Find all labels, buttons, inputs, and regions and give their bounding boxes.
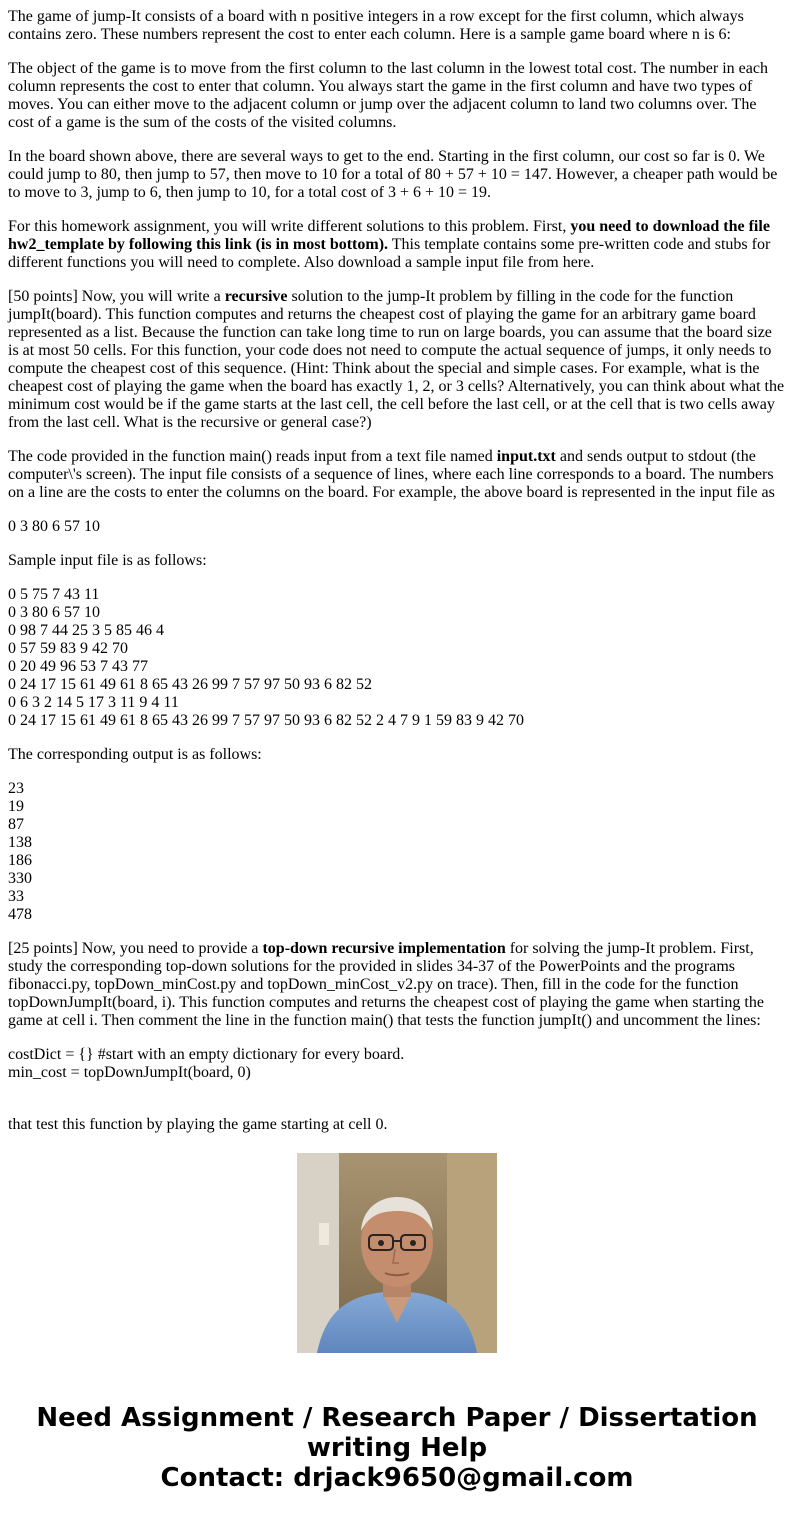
sample-input-line: 0 24 17 15 61 49 61 8 65 43 26 99 7 57 97 50 93 6 82 52 2 4 7 9 1 59 83 9 42 70 [8,712,524,729]
recursive-keyword: recursive [224,288,288,305]
assignment-text-a: For this homework assignment, you will write different solutions to this problem. First, [8,218,571,235]
assignment-text-b: This template contains some pre-written code and stubs for different functions you will need to complete. Also download a sample input file from here. [8,236,771,271]
code-blank-line [8,1082,786,1100]
recursive-text-a: [50 points] Now, you will write a [8,288,225,305]
output-line: 138 [8,834,32,851]
output-line: 330 [8,870,32,887]
ad-headline-line2: writing Help [306,1433,488,1463]
sample-input-line: 0 20 49 96 53 7 43 77 [8,658,148,675]
example-board-line: 0 3 80 6 57 10 [8,518,100,535]
sample-input-line: 0 6 3 2 14 5 17 3 11 9 4 11 [8,694,179,711]
top-down-task-paragraph [8,940,786,1030]
code-line: min_cost = topDownJumpIt(board, 0) [8,1064,251,1081]
output-line: 33 [8,888,24,905]
ad-headline-line1: Need Assignment / Research Paper / Dissertation [36,1403,758,1433]
sample-input-label: Sample input file is as follows: [8,552,207,569]
top-down-text-a: [25 points] Now, you need to provide a [8,940,263,957]
download-instruction: you need to download the file hw2_template by following this link (is in most bottom). [8,218,770,253]
ad-contact-line: Contact: drjack9650@gmail.com [160,1463,634,1493]
objective-paragraph: The object of the game is to move from the first column to the last column in the lowest total cost. The number in each column represents the cost to enter that column. You always start the game in the first column and have two types of moves. You can either move to the adjacent column or jump over the adjacent column to land two columns over. The cost of a game is the sum of the costs of the visited columns. [8,60,768,131]
output-label: The corresponding output is as follows: [8,746,262,763]
recursive-text-b: solution to the jump-It problem by filling in the code for the function jumpIt(board). This function computes and returns the cheapest cost of playing the game for an arbitrary game board represented as a list. Because the function can take long time to run on large boards, you can assume that the board size is at most 50 cells. For this function, your code does not need to compute the actual sequence of jumps, it only needs to compute the cheapest cost of this sequence. (Hint: Think about the special and simple cases. For example, what is the cheapest cost of playing the game when the board has exactly 1, 2, or 3 cells? Alternatively, you can think about what the minimum cost would be if the game starts at the last cell, the cell before the last cell, or at the cell that is two cells away from the last cell. What is the recursive or general case?) [8,288,785,431]
sample-input-line: 0 57 59 83 9 42 70 [8,640,128,657]
input-filename: input.txt [496,448,556,465]
input-description-paragraph [8,448,786,502]
example-path-paragraph: In the board shown above, there are several ways to get to the end. Starting in the first column, our cost so far is 0. We could jump to 80, then jump to 57, then move to 10 for a total of 80 + 57 + 10 = 147. However, a cheaper path would be to move to 3, jump to 6, then jump to 10, for a total cost of 3 + 6 + 10 = 19. [8,148,778,201]
top-down-text-b: for solving the jump-It problem. First, study the corresponding top-down solutions for the provided in slides 34-37 of the PowerPoints and the programs fibonacci.py, topDown_minCost.py and topDown_minCost_v2.py on trace). Then, fill in the code for the function topDownJumpIt(board, i). This function computes and returns the cheapest cost of playing the game when starting the game at cell i. Then comment the line in the function main() that tests the function jumpIt() and uncomment the lines: [8,940,764,1029]
sample-input-line: 0 5 75 7 43 11 [8,586,100,603]
closing-paragraph: that test this function by playing the game starting at cell 0. [8,1116,388,1133]
assignment-paragraph [8,218,786,272]
intro-paragraph: The game of jump-It consists of a board with n positive integers in a row except for the first column, which always contains zero. These numbers represent the cost to enter each column. Here is a sample game board where n is 6: [8,8,744,43]
output-line: 87 [8,816,24,833]
input-text-b: and sends output to stdout (the computer\'s screen). The input file consists of a sequence of lines, where each line corresponds to a board. The numbers on a line are the costs to enter the columns on the board. For example, the above board is represented in the input file as [8,448,775,501]
sample-input-line: 0 24 17 15 61 49 61 8 65 43 26 99 7 57 97 50 93 6 82 52 [8,676,372,693]
code-line: costDict = {} #start with an empty dictionary for every board. [8,1046,405,1063]
top-down-keyword: top-down recursive implementation [262,940,506,957]
output-line: 186 [8,852,32,869]
sample-input-line: 0 98 7 44 25 3 5 85 46 4 [8,622,164,639]
output-line: 23 [8,780,24,797]
document-body [8,0,786,1133]
sample-input-block [8,586,786,730]
author-photo [297,1153,497,1353]
input-text-a: The code provided in the function main() reads input from a text file named [8,448,497,465]
code-block [8,1046,786,1100]
portrait-illustration [297,1153,497,1353]
output-line: 478 [8,906,32,923]
output-line: 19 [8,798,24,815]
help-advertisement [0,1403,794,1493]
sample-input-line: 0 3 80 6 57 10 [8,604,100,621]
recursive-task-paragraph [8,288,786,432]
output-block [8,780,786,924]
